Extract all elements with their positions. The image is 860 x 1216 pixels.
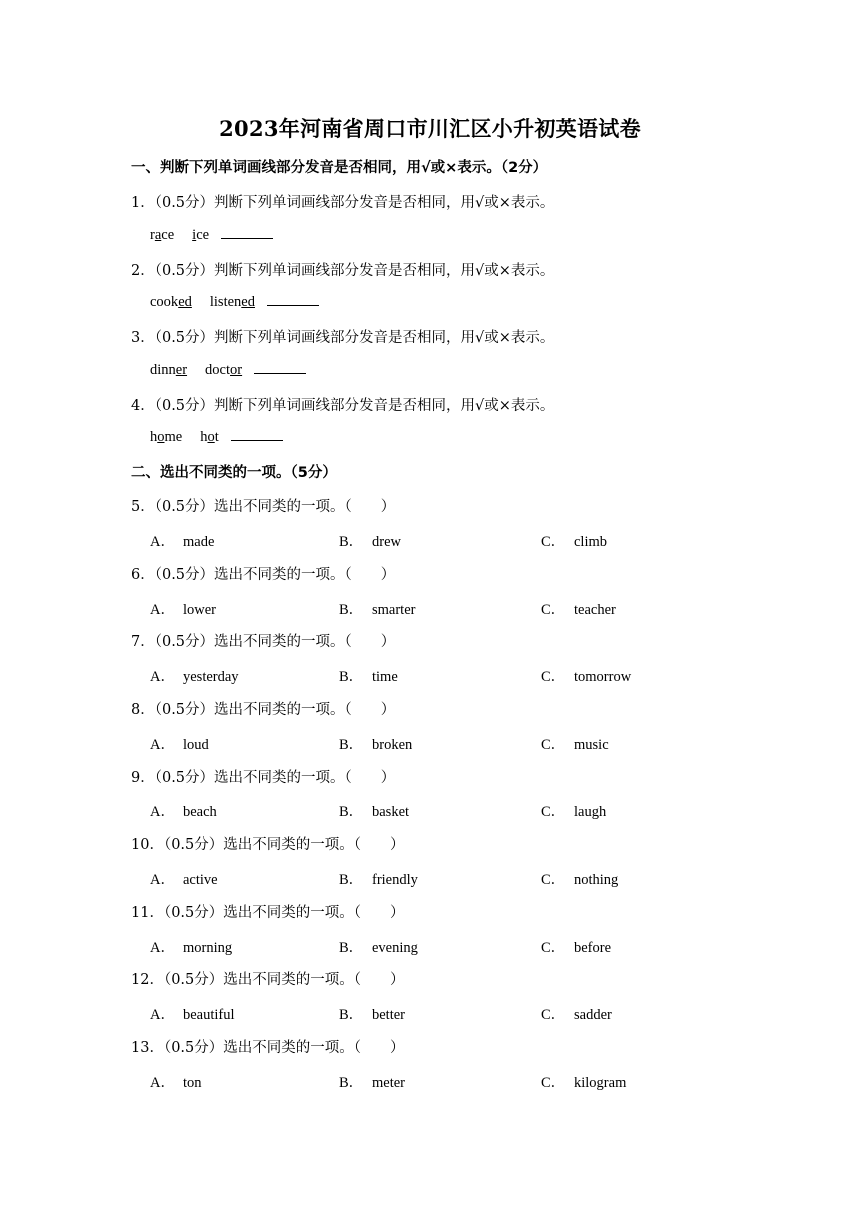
- word-part: ce: [161, 227, 175, 243]
- option-c[interactable]: [541, 530, 607, 551]
- word: [205, 362, 242, 379]
- question-stem: 9．（0.5分）选出不同类的一项。（ ）: [131, 770, 396, 786]
- option-a[interactable]: [150, 936, 232, 957]
- question-stem: 12．（0.5分）选出不同类的一项。（ ）: [131, 972, 405, 988]
- answer-blank[interactable]: [221, 226, 273, 239]
- option-text: smarter: [372, 602, 416, 618]
- option-letter: C．: [541, 1007, 566, 1023]
- option-b[interactable]: [339, 868, 418, 889]
- underlined-part: or: [230, 362, 243, 378]
- word-part: dinn: [150, 362, 176, 378]
- question-stem: 1．（0.5分）判断下列单词画线部分发音是否相同，用√或×表示。: [131, 195, 555, 211]
- answer-blank[interactable]: [231, 428, 283, 441]
- word: [150, 362, 187, 379]
- option-letter: B．: [339, 1007, 364, 1023]
- option-letter: C．: [541, 737, 566, 753]
- option-letter: B．: [339, 534, 364, 550]
- word-part: me: [164, 429, 183, 445]
- underlined-part: ed: [241, 294, 255, 310]
- option-text: tomorrow: [574, 669, 632, 685]
- option-text: drew: [372, 534, 401, 550]
- option-text: sadder: [574, 1007, 612, 1023]
- option-letter: C．: [541, 1075, 566, 1091]
- question-stem: 10．（0.5分）选出不同类的一项。（ ）: [131, 837, 405, 853]
- underlined-part: o: [207, 429, 215, 445]
- option-letter: B．: [339, 804, 364, 820]
- option-letter: B．: [339, 940, 364, 956]
- option-text: made: [183, 534, 215, 550]
- option-text: broken: [372, 737, 413, 753]
- word: [150, 227, 174, 244]
- option-text: evening: [372, 940, 418, 956]
- option-c[interactable]: [541, 733, 609, 754]
- page-title: 2023年河南省周口市川汇区小升初英语试卷: [219, 116, 641, 141]
- option-letter: C．: [541, 804, 566, 820]
- question-stem: 7．（0.5分）选出不同类的一项。（ ）: [131, 634, 396, 650]
- option-a[interactable]: [150, 665, 239, 686]
- word-part: doct: [205, 362, 231, 378]
- option-letter: B．: [339, 872, 364, 888]
- word-pair: [150, 226, 273, 244]
- option-letter: C．: [541, 669, 566, 685]
- option-letter: A．: [150, 602, 175, 618]
- option-text: friendly: [372, 872, 418, 888]
- option-text: kilogram: [574, 1075, 627, 1091]
- option-text: basket: [372, 804, 410, 820]
- option-a[interactable]: [150, 800, 217, 821]
- question-stem: 8．（0.5分）选出不同类的一项。（ ）: [131, 702, 396, 718]
- option-b[interactable]: [339, 530, 401, 551]
- option-text: meter: [372, 1075, 406, 1091]
- option-a[interactable]: [150, 598, 216, 619]
- option-letter: C．: [541, 940, 566, 956]
- underlined-part: er: [175, 362, 188, 378]
- option-text: nothing: [574, 872, 619, 888]
- question-stem: 3．（0.5分）判断下列单词画线部分发音是否相同，用√或×表示。: [131, 330, 555, 346]
- option-b[interactable]: [339, 665, 398, 686]
- option-b[interactable]: [339, 1071, 405, 1092]
- option-letter: B．: [339, 602, 364, 618]
- question-stem: 5．（0.5分）选出不同类的一项。（ ）: [131, 499, 396, 515]
- option-letter: B．: [339, 1075, 364, 1091]
- option-c[interactable]: [541, 1071, 626, 1092]
- option-letter: C．: [541, 872, 566, 888]
- option-c[interactable]: [541, 800, 606, 821]
- option-text: time: [372, 669, 398, 685]
- answer-blank[interactable]: [267, 293, 319, 306]
- option-letter: A．: [150, 872, 175, 888]
- option-text: laugh: [574, 804, 607, 820]
- section-heading-pronunciation: 一、判断下列单词画线部分发音是否相同，用√或×表示。（2分）: [131, 160, 548, 176]
- option-text: better: [372, 1007, 406, 1023]
- option-text: climb: [574, 534, 608, 550]
- option-text: before: [574, 940, 612, 956]
- option-text: active: [183, 872, 218, 888]
- question-stem: 11．（0.5分）选出不同类的一项。（ ）: [131, 905, 405, 921]
- option-letter: B．: [339, 669, 364, 685]
- option-letter: A．: [150, 534, 175, 550]
- option-letter: B．: [339, 737, 364, 753]
- option-b[interactable]: [339, 733, 412, 754]
- option-text: music: [574, 737, 609, 753]
- option-letter: A．: [150, 669, 175, 685]
- word-pair: [150, 428, 283, 446]
- underlined-part: ed: [178, 294, 192, 310]
- option-b[interactable]: [339, 936, 418, 957]
- underlined-part: i: [192, 227, 197, 243]
- option-text: lower: [183, 602, 217, 618]
- underlined-part: a: [154, 227, 162, 243]
- option-text: beach: [183, 804, 217, 820]
- word-part: t: [214, 429, 219, 445]
- option-a[interactable]: [150, 733, 209, 754]
- option-text: yesterday: [183, 669, 239, 685]
- option-letter: A．: [150, 1007, 175, 1023]
- word-part: ce: [196, 227, 210, 243]
- option-c[interactable]: [541, 598, 616, 619]
- option-letter: A．: [150, 804, 175, 820]
- question-stem: 6．（0.5分）选出不同类的一项。（ ）: [131, 567, 396, 583]
- question-stem: 4．（0.5分）判断下列单词画线部分发音是否相同，用√或×表示。: [131, 398, 555, 414]
- word-part: r: [150, 227, 155, 243]
- word-part: cook: [150, 294, 179, 310]
- option-text: loud: [183, 737, 209, 753]
- option-letter: A．: [150, 737, 175, 753]
- word-part: h: [150, 429, 158, 445]
- option-b[interactable]: [339, 1003, 405, 1024]
- option-text: beautiful: [183, 1007, 235, 1023]
- option-text: morning: [183, 940, 233, 956]
- option-a[interactable]: [150, 530, 214, 551]
- word: [150, 294, 192, 311]
- word: [210, 294, 255, 311]
- option-c[interactable]: [541, 868, 618, 889]
- option-letter: A．: [150, 940, 175, 956]
- option-letter: C．: [541, 534, 566, 550]
- option-c[interactable]: [541, 936, 611, 957]
- option-b[interactable]: [339, 800, 409, 821]
- word-part: listen: [209, 294, 242, 310]
- question-stem: 2．（0.5分）判断下列单词画线部分发音是否相同，用√或×表示。: [131, 263, 555, 279]
- option-a[interactable]: [150, 1071, 202, 1092]
- word-pair: [150, 293, 319, 311]
- word: [200, 429, 219, 446]
- word: [192, 227, 209, 244]
- word: [150, 429, 182, 446]
- question-stem: 13．（0.5分）选出不同类的一项。（ ）: [131, 1040, 405, 1056]
- section-heading-odd-one-out: 二、选出不同类的一项。（5分）: [131, 465, 337, 481]
- answer-blank[interactable]: [254, 361, 306, 374]
- option-c[interactable]: [541, 1003, 612, 1024]
- option-a[interactable]: [150, 1003, 235, 1024]
- option-a[interactable]: [150, 868, 218, 889]
- option-text: teacher: [574, 602, 616, 618]
- option-letter: A．: [150, 1075, 175, 1091]
- option-text: ton: [183, 1075, 202, 1091]
- option-b[interactable]: [339, 598, 415, 619]
- word-pair: [150, 361, 306, 379]
- underlined-part: o: [157, 429, 165, 445]
- word-part: h: [200, 429, 208, 445]
- option-letter: C．: [541, 602, 566, 618]
- option-c[interactable]: [541, 665, 631, 686]
